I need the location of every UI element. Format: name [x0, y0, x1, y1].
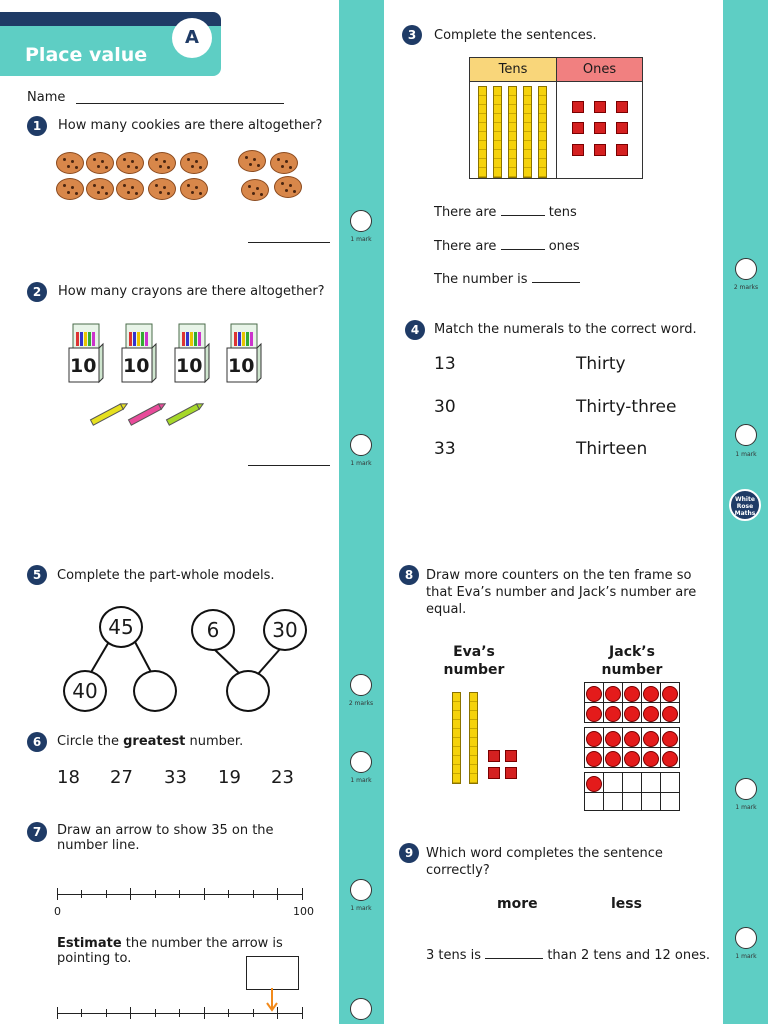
model-1-whole: 45: [99, 606, 143, 648]
tick: [228, 1009, 229, 1017]
model-1-part-blank[interactable]: [133, 670, 177, 712]
question-1-mark-circle: [350, 210, 372, 232]
question-7-text: Draw an arrow to show 35 on the number line.: [57, 823, 274, 853]
question-7-mark-label: 1 mark: [350, 905, 372, 912]
option-more[interactable]: more: [497, 896, 538, 912]
eva-ones-cube: [488, 767, 500, 779]
ones-cube: [594, 144, 606, 156]
ones-cube: [616, 101, 628, 113]
tick: [228, 890, 229, 898]
tick: [130, 888, 131, 900]
question-5-mark-circle: [350, 674, 372, 696]
sentence-number-start: The number is: [434, 272, 528, 287]
question-5-text: Complete the part-whole models.: [57, 568, 275, 583]
number-option-18[interactable]: 18: [57, 767, 80, 788]
tick: [57, 888, 58, 900]
place-value-chart: [469, 57, 643, 179]
ones-cube: [572, 122, 584, 134]
question-6-text: [57, 734, 243, 749]
version-badge: A: [172, 18, 212, 58]
tick: [106, 1009, 107, 1017]
question-6-text-bold: greatest: [123, 734, 186, 749]
number-line-1-end-label: 100: [293, 905, 314, 918]
eva-label: Eva’s number: [443, 644, 505, 678]
sentence-tens-end: tens: [548, 205, 577, 220]
tick: [253, 1009, 254, 1017]
jack-ten-frame-3[interactable]: [584, 772, 680, 811]
tick: [57, 1007, 58, 1019]
question-7-number: 7: [27, 822, 47, 842]
tens-header: Tens: [470, 58, 557, 82]
model-2-part-a: 6: [191, 609, 235, 651]
page-title: Place value: [25, 44, 148, 66]
crayon-box-label: 10: [123, 355, 150, 377]
ones-cube: [594, 101, 606, 113]
question-8-mark-label: 1 mark: [735, 804, 757, 811]
tens-rod: [508, 86, 517, 178]
crayon-box-label: 10: [176, 355, 203, 377]
tens-answer-blank[interactable]: [501, 215, 545, 216]
crayon-box-label: 10: [228, 355, 255, 377]
estimate-bold: Estimate: [57, 936, 122, 951]
jack-ten-frame-1: [584, 682, 680, 723]
tick: [155, 890, 156, 898]
question-6-text-end: number.: [185, 734, 244, 749]
tick: [277, 888, 278, 900]
sentence-tens-start: There are: [434, 205, 497, 220]
sentence-ones-start: There are: [434, 239, 497, 254]
eva-ones-cube: [488, 750, 500, 762]
tick: [179, 890, 180, 898]
tick: [302, 1007, 303, 1019]
numeral-30[interactable]: 30: [434, 397, 456, 417]
question-5-number: 5: [27, 565, 47, 585]
white-rose-maths-logo: [729, 489, 761, 521]
ones-cube: [572, 101, 584, 113]
ones-answer-blank[interactable]: [501, 249, 545, 250]
estimate-answer-box[interactable]: [246, 956, 299, 990]
question-2-text: How many crayons are there altogether?: [58, 284, 325, 299]
model-2-part-b: 30: [263, 609, 307, 651]
question-9-mark-circle: [735, 927, 757, 949]
name-label: Name: [27, 90, 66, 105]
word-thirteen[interactable]: Thirteen: [576, 439, 648, 459]
ones-cube: [616, 144, 628, 156]
question-2-number: 2: [27, 282, 47, 302]
option-less[interactable]: less: [611, 896, 642, 912]
tick: [81, 1009, 82, 1017]
model-2-whole-blank[interactable]: [226, 670, 270, 712]
number-option-19[interactable]: 19: [218, 767, 241, 788]
question-8-number: 8: [399, 565, 419, 585]
tick: [302, 888, 303, 900]
ones-header: Ones: [557, 58, 642, 82]
number-line-1-axis: [57, 894, 303, 895]
crayon-box-label: 10: [70, 355, 97, 377]
tick: [253, 890, 254, 898]
question-9-text: Which word completes the sentence correctly?: [426, 846, 663, 878]
eva-tens-rod: [469, 692, 478, 784]
tick: [81, 890, 82, 898]
ones-cube: [594, 122, 606, 134]
tick: [179, 1009, 180, 1017]
question-7-mark-circle: [350, 879, 372, 901]
question-6-mark-circle: [350, 751, 372, 773]
estimate-rest: the number the arrow is pointing to.: [57, 936, 283, 966]
question-4-mark-circle: [735, 424, 757, 446]
model-1-part-known: 40: [63, 670, 107, 712]
question-3-mark-label: 2 marks: [733, 284, 759, 291]
word-thirty[interactable]: Thirty: [576, 354, 626, 374]
jack-ten-frame-2: [584, 727, 680, 768]
number-option-27[interactable]: 27: [110, 767, 133, 788]
tick: [106, 890, 107, 898]
question-9-number: 9: [399, 843, 419, 863]
question-2-mark-circle: [350, 434, 372, 456]
margin-strip-middle: [339, 0, 384, 1024]
tick: [204, 888, 205, 900]
logo-text: White Rose Maths: [734, 496, 756, 517]
orange-arrow-icon: [265, 988, 279, 1014]
question-4-mark-label: 1 mark: [735, 451, 757, 458]
ones-cube: [572, 144, 584, 156]
sentence-tens: [434, 205, 577, 220]
tens-rod: [523, 86, 532, 178]
number-line-1-start-label: 0: [54, 905, 61, 918]
tick: [130, 1007, 131, 1019]
numeral-33[interactable]: 33: [434, 439, 456, 459]
number-option-23[interactable]: 23: [271, 767, 294, 788]
eva-ones-cube: [505, 750, 517, 762]
sentence-end: than 2 tens and 12 ones.: [547, 948, 710, 963]
question-1-number: 1: [27, 116, 47, 136]
tick: [204, 1007, 205, 1019]
question-3-number: 3: [402, 25, 422, 45]
sentence-ones-end: ones: [548, 239, 580, 254]
eva-tens-rod: [452, 692, 461, 784]
question-4-text: Match the numerals to the correct word.: [434, 322, 697, 337]
question-4-number: 4: [405, 320, 425, 340]
tick: [155, 1009, 156, 1017]
question-9-sentence: [426, 948, 710, 963]
question-2-mark-label: 1 mark: [350, 460, 372, 467]
numeral-13[interactable]: 13: [434, 354, 456, 374]
question-5-mark-label: 2 marks: [348, 700, 374, 707]
word-thirty-three[interactable]: Thirty-three: [576, 397, 677, 417]
sentence-ones: [434, 239, 580, 254]
tens-rod: [478, 86, 487, 178]
ones-cube: [616, 122, 628, 134]
question-8-text: Draw more counters on the ten frame so that Eva’s number and Jack’s number are equal.: [426, 568, 697, 617]
jack-label: Jack’s number: [601, 644, 663, 678]
question-3-text: Complete the sentences.: [434, 28, 597, 43]
question-8-mark-circle: [735, 778, 757, 800]
tens-rod: [493, 86, 502, 178]
number-option-33[interactable]: 33: [164, 767, 187, 788]
question-7b-mark-circle: [350, 998, 372, 1020]
number-answer-blank[interactable]: [532, 282, 580, 283]
chart-divider: [556, 81, 557, 178]
question-6-text-start: Circle the: [57, 734, 124, 749]
sentence-number: [434, 272, 580, 287]
question-1-mark-label: 1 mark: [350, 236, 372, 243]
sentence-start: 3 tens is: [426, 948, 482, 963]
eva-ones-cube: [505, 767, 517, 779]
question-3-mark-circle: [735, 258, 757, 280]
question-1-text: How many cookies are there altogether?: [58, 118, 323, 133]
question-9-mark-label: 1 mark: [735, 953, 757, 960]
question-6-mark-label: 1 mark: [350, 777, 372, 784]
tens-rod: [538, 86, 547, 178]
question-6-number: 6: [27, 732, 47, 752]
sentence-answer-blank[interactable]: [485, 958, 543, 959]
